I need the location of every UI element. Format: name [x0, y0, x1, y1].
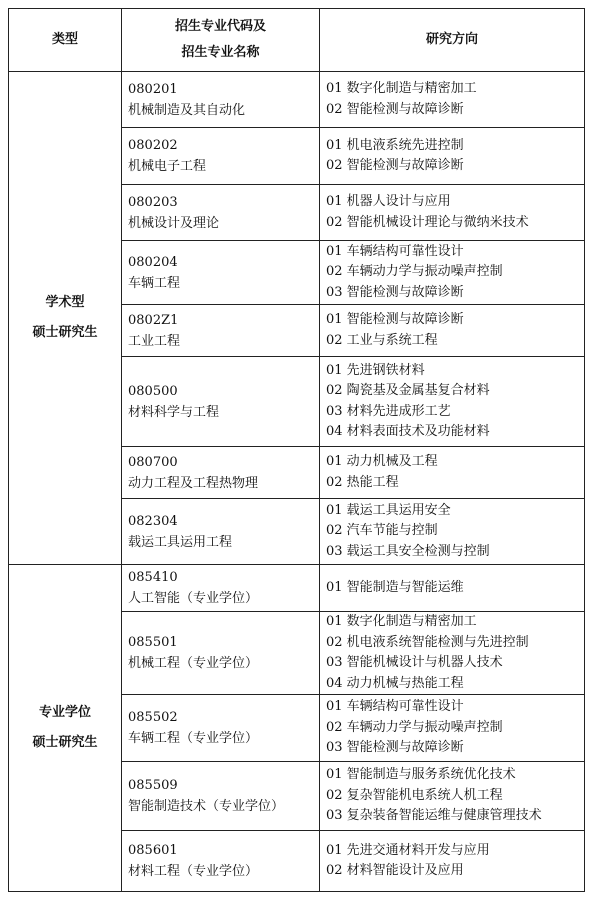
direction-cell — [320, 447, 585, 499]
major-name: 车辆工程 — [128, 275, 181, 291]
direction-item: 03 材料先进成形工艺 — [326, 403, 451, 419]
direction-item: 01 机器人设计与应用 — [326, 194, 451, 209]
major-cell — [122, 831, 320, 892]
major-cell — [122, 695, 320, 762]
direction-item: 02 陶瓷基及金属基复合材料 — [326, 383, 490, 398]
major-code: 080700 — [128, 454, 178, 470]
direction-item: 01 先进钢铁材料 — [326, 362, 425, 378]
major-cell — [122, 305, 320, 357]
direction-cell — [320, 612, 585, 695]
direction-cell — [320, 762, 585, 831]
major-name: 材料科学与工程 — [128, 404, 220, 420]
type-label: 专业学位 — [38, 705, 91, 720]
table-row — [9, 72, 585, 128]
direction-item: 01 载运工具运用安全 — [326, 502, 451, 518]
type-cell — [9, 72, 122, 565]
direction-item: 03 智能检测与故障诊断 — [326, 284, 464, 300]
major-cell — [122, 612, 320, 695]
type-label: 硕士研究生 — [32, 325, 98, 340]
direction-item: 01 智能制造与智能运维 — [326, 579, 464, 595]
direction-item: 02 工业与系统工程 — [326, 332, 438, 348]
major-code: 082304 — [128, 513, 178, 529]
major-cell — [122, 357, 320, 447]
direction-item: 01 数字化制造与精密加工 — [326, 81, 477, 96]
type-label: 硕士研究生 — [32, 735, 98, 750]
major-name: 工业工程 — [128, 333, 181, 349]
major-code: 080500 — [128, 383, 178, 399]
direction-cell — [320, 831, 585, 892]
major-code: 080203 — [128, 194, 178, 210]
header-direction: 研究方向 — [320, 9, 585, 72]
major-cell — [122, 72, 320, 128]
major-name: 人工智能（专业学位） — [128, 591, 259, 606]
direction-cell — [320, 565, 585, 612]
table-row — [9, 565, 585, 612]
major-name: 机械设计及理论 — [128, 215, 220, 231]
direction-item: 02 车辆动力学与振动噪声控制 — [326, 719, 503, 735]
direction-item: 01 车辆结构可靠性设计 — [326, 699, 464, 715]
major-name: 载运工具运用工程 — [128, 534, 233, 550]
direction-item: 01 机电液系统先进控制 — [326, 137, 464, 153]
direction-item: 01 车辆结构可靠性设计 — [326, 243, 464, 259]
major-cell — [122, 241, 320, 305]
major-cell — [122, 762, 320, 831]
direction-cell — [320, 695, 585, 762]
major-name: 车辆工程（专业学位） — [128, 731, 259, 746]
header-type: 类型 — [9, 9, 122, 72]
enrollment-table — [8, 8, 585, 892]
major-cell — [122, 128, 320, 185]
major-code: 085502 — [128, 710, 178, 725]
direction-cell — [320, 185, 585, 241]
direction-item: 01 智能检测与故障诊断 — [326, 312, 464, 327]
major-name: 机械电子工程 — [128, 159, 207, 174]
direction-item: 03 载运工具安全检测与控制 — [326, 543, 490, 559]
direction-item: 02 复杂智能机电系统人机工程 — [326, 787, 503, 803]
type-label: 学术型 — [45, 295, 85, 310]
direction-cell — [320, 241, 585, 305]
major-code: 085501 — [128, 635, 178, 650]
header-row — [9, 9, 585, 72]
major-name: 材料工程（专业学位） — [128, 864, 259, 879]
direction-item: 03 智能机械设计与机器人技术 — [326, 655, 503, 670]
direction-item: 03 复杂装备智能运维与健康管理技术 — [326, 808, 542, 824]
major-cell — [122, 447, 320, 499]
direction-item: 01 动力机械及工程 — [326, 454, 438, 469]
major-code: 085509 — [128, 778, 178, 793]
direction-cell — [320, 72, 585, 128]
major-code: 085410 — [128, 570, 178, 585]
direction-item: 04 材料表面技术及功能材料 — [326, 424, 490, 439]
major-name: 机械工程（专业学位） — [128, 656, 259, 671]
direction-cell — [320, 499, 585, 565]
major-code: 080204 — [128, 254, 178, 270]
direction-item: 02 智能检测与故障诊断 — [326, 158, 464, 173]
direction-item: 02 材料智能设计及应用 — [326, 863, 464, 878]
major-name: 机械制造及其自动化 — [128, 102, 246, 118]
major-cell — [122, 499, 320, 565]
major-code: 085601 — [128, 843, 178, 858]
major-cell — [122, 185, 320, 241]
direction-item: 02 汽车节能与控制 — [326, 523, 438, 539]
major-name: 智能制造技术（专业学位） — [128, 799, 285, 814]
major-code: 080201 — [128, 81, 178, 97]
direction-cell — [320, 305, 585, 357]
direction-item: 02 机电液系统智能检测与先进控制 — [326, 634, 529, 650]
direction-item: 02 车辆动力学与振动噪声控制 — [326, 264, 503, 280]
direction-item: 01 先进交通材料开发与应用 — [326, 842, 490, 858]
direction-item: 02 热能工程 — [326, 474, 399, 490]
direction-item: 03 智能检测与故障诊断 — [326, 740, 464, 756]
direction-item: 01 数字化制造与精密加工 — [326, 614, 477, 629]
direction-item: 01 智能制造与服务系统优化技术 — [326, 767, 516, 783]
type-cell — [9, 565, 122, 892]
major-code: 080202 — [128, 138, 178, 153]
header-major — [122, 9, 320, 72]
direction-cell — [320, 357, 585, 447]
major-code: 0802Z1 — [128, 312, 179, 328]
header-major-line1: 招生专业代码及 — [174, 19, 266, 34]
direction-item: 02 智能机械设计理论与微纳米技术 — [326, 214, 529, 230]
direction-cell — [320, 128, 585, 185]
major-name: 动力工程及工程热物理 — [128, 475, 259, 491]
major-cell — [122, 565, 320, 612]
table-body — [9, 72, 585, 892]
direction-item: 02 智能检测与故障诊断 — [326, 101, 464, 117]
direction-item: 04 动力机械与热能工程 — [326, 675, 464, 691]
header-major-line2: 招生专业名称 — [181, 45, 260, 60]
